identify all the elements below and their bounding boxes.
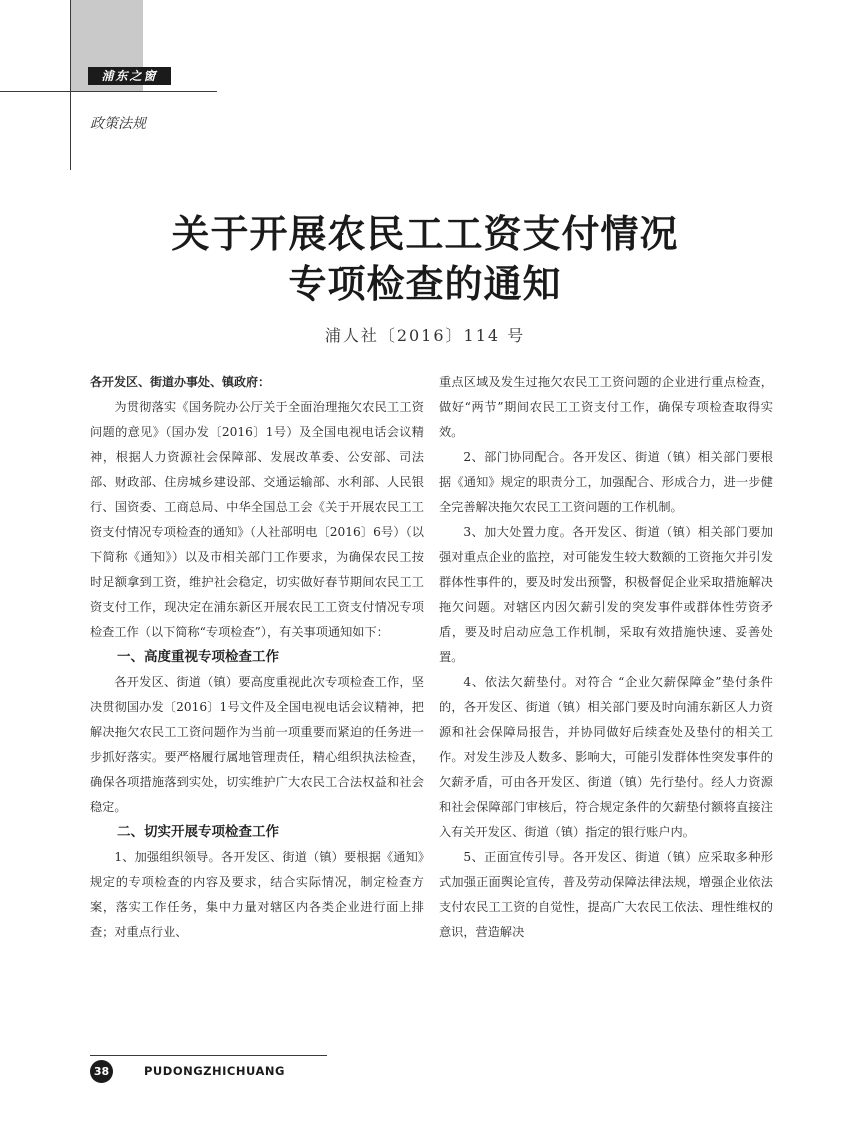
paragraph-item1-continued: 重点区域及发生过拖欠农民工工资问题的企业进行重点检查，做好“两节”期间农民工工资支付工作，确保专项检查取得实效。 (439, 375, 773, 439)
salutation: 各开发区、街道办事处、镇政府： (90, 375, 271, 389)
page-number-badge: 38 (90, 1060, 113, 1083)
paragraph-item1: 1、加强组织领导。各开发区、街道（镇）要根据《通知》规定的专项检查的内容及要求，结合实际情况，制定检查方案，落实工作任务，集中力量对辖区内各类企业进行面上排查；对重点行业、 (90, 850, 424, 939)
footer-rule (90, 1055, 327, 1056)
header-horizontal-rule (0, 91, 217, 92)
right-column (439, 370, 773, 945)
magazine-logo: 浦东之窗 (88, 67, 171, 85)
section-heading-1: 一、高度重视专项检查工作 (117, 649, 279, 665)
paragraph-item3: 3、加大处置力度。各开发区、街道（镇）相关部门要加强对重点企业的监控，对可能发生较大数额的工资拖欠并引发群体性事件的，要及时发出预警，积极督促企业采取措施解决拖欠问题。对辖区内因欠薪引发的突发事件或群体性劳资矛盾，要及时启动应急工作机制，采取有效措施快速、妥善处置。 (439, 525, 773, 664)
article-title-line2: 专项检查的通知 (288, 261, 562, 306)
article-title-line1: 关于开展农民工工资支付情况 (171, 211, 679, 256)
left-column (90, 370, 424, 945)
document-number: 浦人社〔2016〕114 号 (324, 326, 526, 345)
paragraph-item5: 5、正面宣传引导。各开发区、街道（镇）应采取多种形式加强正面舆论宣传，普及劳动保障法律法规，增强企业依法支付农民工工资的自觉性，提高广大农民工依法、理性维权的意识，营造解决 (439, 850, 773, 939)
footer-magazine-name: PUDONGZHICHUANG (144, 1064, 285, 1078)
paragraph-item2: 2、部门协同配合。各开发区、街道（镇）相关部门要根据《通知》规定的职责分工，加强配合、形成合力，进一步健全完善解决拖欠农民工工资问题的工作机制。 (439, 450, 773, 514)
intro-paragraph: 为贯彻落实《国务院办公厅关于全面治理拖欠农民工工资问题的意见》（国办发〔2016〕1号）及全国电视电话会议精神，根据人力资源社会保障部、发展改革委、公安部、司法部、财政部、住房城乡建设部、交通运输部、水利部、人民银行、国资委、工商总局、中华全国总工会《关于开展农民工工资支付情况专项检查的通知》（人社部明电〔2016〕6号）（以下简称《通知》）以及市相关部门工作要求，为确保农民工按时足额拿到工资，维护社会稳定，切实做好春节期间农民工工资支付工作，现决定在浦东新区开展农民工工资支付情况专项检查工作（以下简称“专项检查”），有关事项通知如下： (90, 400, 424, 639)
paragraph-item4: 4、依法欠薪垫付。对符合 “企业欠薪保障金”垫付条件的，各开发区、街道（镇）相关部门要及时向浦东新区人力资源和社会保障局报告，并协同做好后续查处及垫付的相关工作。对发生涉及人数多、影响大，可能引发群体性突发事件的欠薪矛盾，可由各开发区、街道（镇）先行垫付。经人力资源和社会保障部门审核后，符合规定条件的欠薪垫付额将直接注入有关开发区、街道（镇）指定的银行账户内。 (439, 675, 773, 839)
header-vertical-rule (70, 0, 71, 170)
paragraph-section1: 各开发区、街道（镇）要高度重视此次专项检查工作，坚决贯彻国办发〔2016〕1号文件及全国电视电话会议精神，把解决拖欠农民工工资问题作为当前一项重要而紧迫的任务进一步抓好落实。要严格履行属地管理责任，精心组织执法检查，确保各项措施落到实处，切实维护广大农民工合法权益和社会稳定。 (90, 675, 424, 814)
section-label: 政策法规 (90, 116, 146, 132)
section-heading-2: 二、切实开展专项检查工作 (117, 824, 279, 840)
